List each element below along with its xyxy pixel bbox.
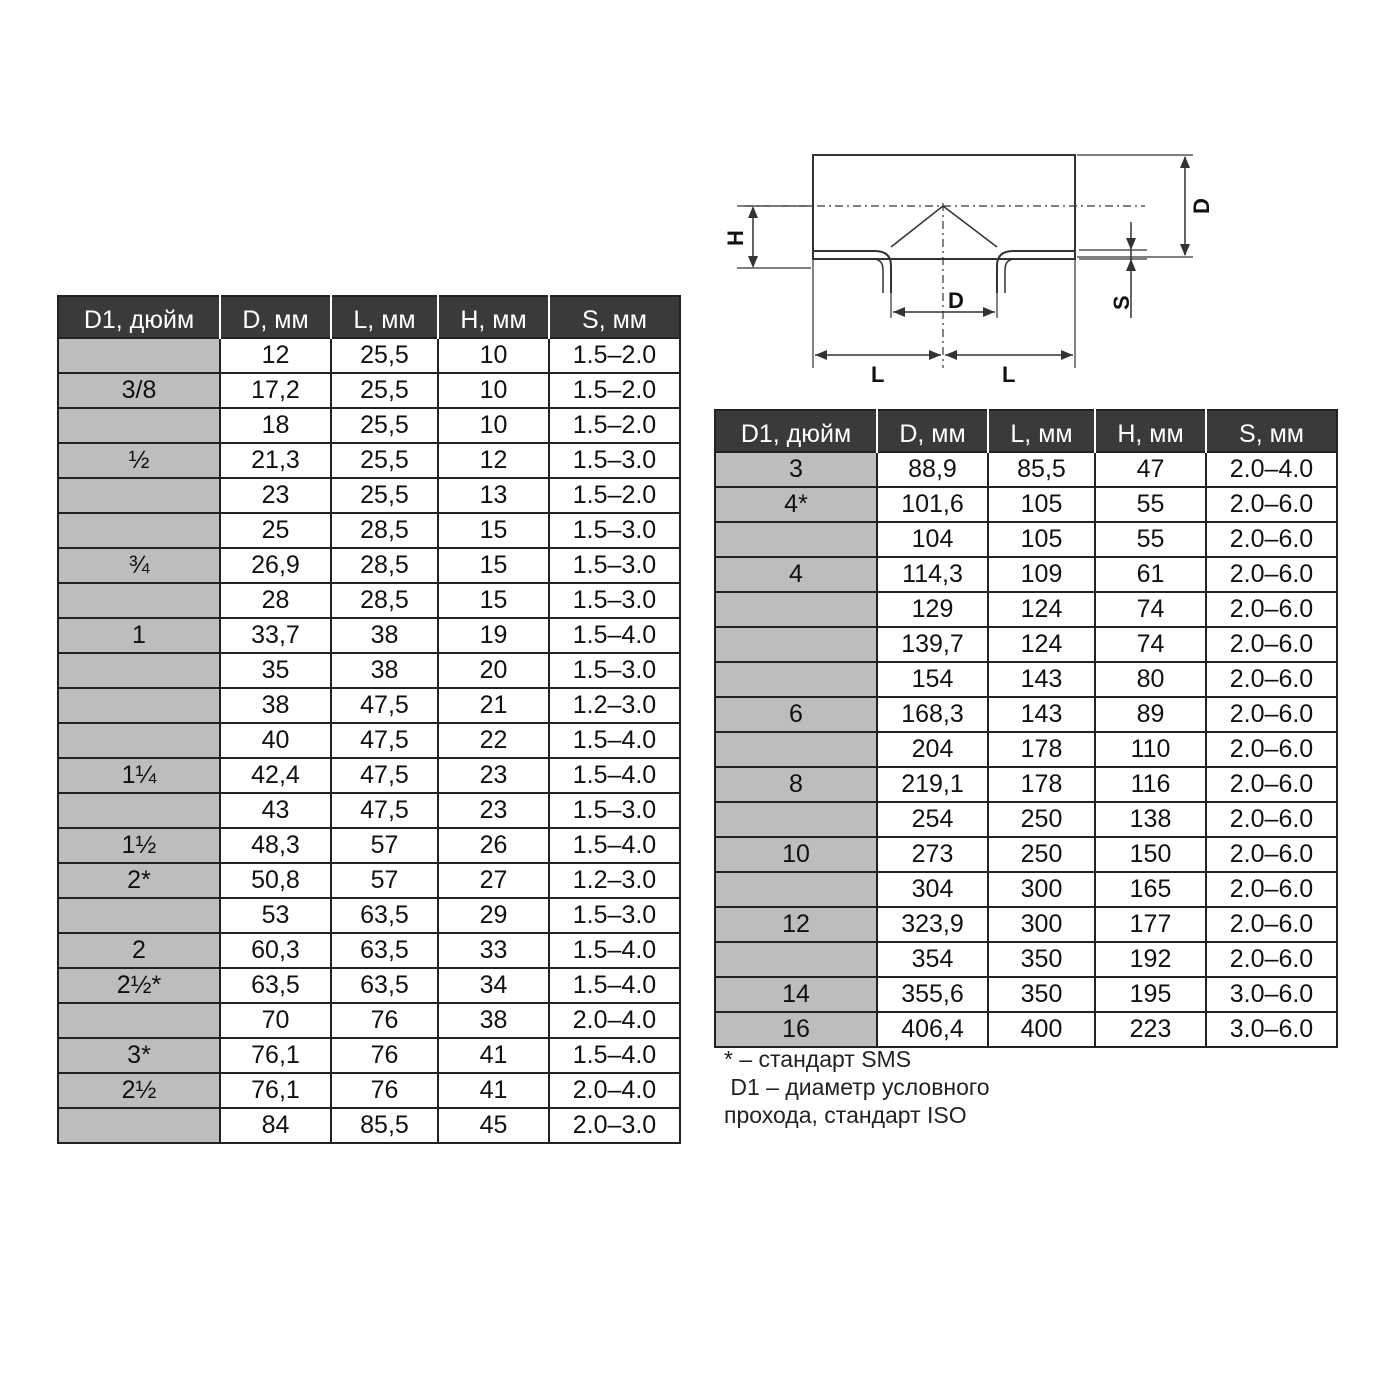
s-cell: 2.0–6.0 [1206, 662, 1337, 697]
d1-cell [715, 872, 877, 907]
table-row [58, 618, 680, 653]
d-cell: 21,3 [220, 443, 331, 478]
table-row [58, 478, 680, 513]
d1-cell: 4 [715, 557, 877, 592]
d1-cell [58, 793, 220, 828]
s-cell: 1.5–3.0 [549, 793, 680, 828]
d1-cell: 1 [58, 618, 220, 653]
table-row [715, 767, 1337, 802]
l-cell: 25,5 [331, 338, 438, 373]
d1-cell: 4* [715, 487, 877, 522]
s-cell: 2.0–6.0 [1206, 557, 1337, 592]
s-cell: 2.0–6.0 [1206, 872, 1337, 907]
d-cell: 88,9 [877, 452, 988, 487]
header-d: D, мм [877, 410, 988, 452]
h-cell: 10 [438, 338, 549, 373]
header-s: S, мм [1206, 410, 1337, 452]
h-cell: 38 [438, 1003, 549, 1038]
table-row [58, 828, 680, 863]
l-cell: 63,5 [331, 933, 438, 968]
h-cell: 21 [438, 688, 549, 723]
footnote-sms: * – стандарт SMS [724, 1046, 912, 1072]
d1-cell: 12 [715, 907, 877, 942]
tee-wall-inner [813, 259, 883, 293]
l-cell: 85,5 [331, 1108, 438, 1143]
d-cell: 139,7 [877, 627, 988, 662]
h-cell: 110 [1095, 732, 1206, 767]
header-d1: D1, дюйм [715, 410, 877, 452]
label-l-left: L [871, 362, 885, 387]
d-cell: 76,1 [220, 1073, 331, 1108]
tee-wall-right-inner [1005, 259, 1075, 293]
l-cell: 63,5 [331, 968, 438, 1003]
table-row [715, 732, 1337, 767]
l-cell: 76 [331, 1003, 438, 1038]
table-row [58, 863, 680, 898]
s-cell: 2.0–6.0 [1206, 942, 1337, 977]
l-cell: 300 [988, 872, 1095, 907]
d1-cell [58, 408, 220, 443]
d1-cell: ½ [58, 443, 220, 478]
l-cell: 105 [988, 487, 1095, 522]
d1-cell [715, 942, 877, 977]
l-cell: 76 [331, 1038, 438, 1073]
h-cell: 61 [1095, 557, 1206, 592]
d-cell: 42,4 [220, 758, 331, 793]
table-row [715, 697, 1337, 732]
l-cell: 143 [988, 662, 1095, 697]
h-cell: 27 [438, 863, 549, 898]
h-cell: 165 [1095, 872, 1206, 907]
h-cell: 89 [1095, 697, 1206, 732]
footnote-d1: D1 – диаметр условного [724, 1074, 990, 1100]
s-cell: 1.5–3.0 [549, 548, 680, 583]
d-cell: 26,9 [220, 548, 331, 583]
d1-cell: 1½ [58, 828, 220, 863]
d1-cell [58, 478, 220, 513]
label-s: S [1109, 295, 1134, 310]
d-cell: 84 [220, 1108, 331, 1143]
d-cell: 63,5 [220, 968, 331, 1003]
d1-cell: 1¼ [58, 758, 220, 793]
d-cell: 101,6 [877, 487, 988, 522]
d-cell: 48,3 [220, 828, 331, 863]
s-cell: 2.0–6.0 [1206, 592, 1337, 627]
l-cell: 143 [988, 697, 1095, 732]
table-row [58, 758, 680, 793]
l-cell: 250 [988, 802, 1095, 837]
l-cell: 300 [988, 907, 1095, 942]
s-cell: 1.5–4.0 [549, 828, 680, 863]
tee-wall-right [997, 251, 1075, 293]
d1-cell: 3* [58, 1038, 220, 1073]
d1-cell [58, 723, 220, 758]
table-row [715, 662, 1337, 697]
s-cell: 2.0–6.0 [1206, 767, 1337, 802]
d-cell: 273 [877, 837, 988, 872]
l-cell: 250 [988, 837, 1095, 872]
table-row [715, 1012, 1337, 1047]
table-header-row [715, 410, 1337, 452]
s-cell: 2.0–6.0 [1206, 802, 1337, 837]
d-cell: 355,6 [877, 977, 988, 1012]
tee-wall [813, 251, 891, 293]
header-l: L, мм [988, 410, 1095, 452]
d-cell: 154 [877, 662, 988, 697]
d-cell: 168,3 [877, 697, 988, 732]
h-cell: 22 [438, 723, 549, 758]
s-cell: 2.0–6.0 [1206, 627, 1337, 662]
d-cell: 323,9 [877, 907, 988, 942]
l-cell: 28,5 [331, 583, 438, 618]
table-body-right [715, 452, 1337, 1047]
d-cell: 406,4 [877, 1012, 988, 1047]
l-cell: 28,5 [331, 513, 438, 548]
table-row [58, 338, 680, 373]
l-cell: 105 [988, 522, 1095, 557]
table-row [58, 443, 680, 478]
table-row [715, 837, 1337, 872]
d-cell: 70 [220, 1003, 331, 1038]
header-l: L, мм [331, 296, 438, 338]
table-row [715, 627, 1337, 662]
h-cell: 138 [1095, 802, 1206, 837]
h-cell: 55 [1095, 522, 1206, 557]
dimensions-table-left [57, 295, 681, 1144]
d1-cell [58, 653, 220, 688]
l-cell: 25,5 [331, 443, 438, 478]
h-cell: 10 [438, 373, 549, 408]
table-row [58, 1003, 680, 1038]
table-row [58, 723, 680, 758]
s-cell: 1.5–2.0 [549, 408, 680, 443]
h-cell: 41 [438, 1073, 549, 1108]
l-cell: 25,5 [331, 373, 438, 408]
d1-cell: 10 [715, 837, 877, 872]
d1-cell: 14 [715, 977, 877, 1012]
s-cell: 2.0–6.0 [1206, 697, 1337, 732]
table-row [58, 793, 680, 828]
d1-cell [715, 802, 877, 837]
l-cell: 25,5 [331, 408, 438, 443]
s-cell: 1.5–4.0 [549, 1038, 680, 1073]
l-cell: 28,5 [331, 548, 438, 583]
l-cell: 38 [331, 653, 438, 688]
d1-cell: 2 [58, 933, 220, 968]
d1-cell [715, 732, 877, 767]
table-row [715, 487, 1337, 522]
l-cell: 63,5 [331, 898, 438, 933]
h-cell: 192 [1095, 942, 1206, 977]
d1-cell [58, 338, 220, 373]
d1-cell: ¾ [58, 548, 220, 583]
s-cell: 2.0–6.0 [1206, 907, 1337, 942]
h-cell: 23 [438, 793, 549, 828]
d1-cell: 3/8 [58, 373, 220, 408]
d1-cell: 16 [715, 1012, 877, 1047]
tee-diagram [715, 148, 1215, 393]
dimensions-table-right [714, 409, 1338, 1048]
table-row [715, 942, 1337, 977]
h-cell: 116 [1095, 767, 1206, 802]
table-body-left [58, 338, 680, 1143]
s-cell: 2.0–6.0 [1206, 487, 1337, 522]
table-row [58, 653, 680, 688]
table-row [715, 872, 1337, 907]
d-cell: 33,7 [220, 618, 331, 653]
d1-cell [58, 513, 220, 548]
h-cell: 195 [1095, 977, 1206, 1012]
d-cell: 76,1 [220, 1038, 331, 1073]
table-row [58, 968, 680, 1003]
l-cell: 124 [988, 592, 1095, 627]
l-cell: 57 [331, 828, 438, 863]
l-cell: 38 [331, 618, 438, 653]
h-cell: 47 [1095, 452, 1206, 487]
footnote-iso: прохода, стандарт ISO [724, 1102, 967, 1128]
header-h: H, мм [438, 296, 549, 338]
label-h: H [723, 230, 748, 246]
table-row [715, 802, 1337, 837]
d-cell: 23 [220, 478, 331, 513]
d-cell: 354 [877, 942, 988, 977]
s-cell: 1.5–2.0 [549, 478, 680, 513]
table-row [58, 933, 680, 968]
h-cell: 13 [438, 478, 549, 513]
table-row [58, 548, 680, 583]
h-cell: 12 [438, 443, 549, 478]
d1-cell: 6 [715, 697, 877, 732]
s-cell: 2.0–3.0 [549, 1108, 680, 1143]
d1-cell [715, 592, 877, 627]
h-cell: 23 [438, 758, 549, 793]
d-cell: 50,8 [220, 863, 331, 898]
d1-cell [715, 627, 877, 662]
h-cell: 15 [438, 548, 549, 583]
s-cell: 2.0–6.0 [1206, 837, 1337, 872]
d-cell: 25 [220, 513, 331, 548]
d-cell: 35 [220, 653, 331, 688]
l-cell: 109 [988, 557, 1095, 592]
d1-cell [715, 522, 877, 557]
d1-cell [58, 1003, 220, 1038]
table-row [715, 907, 1337, 942]
l-cell: 76 [331, 1073, 438, 1108]
s-cell: 2.0–6.0 [1206, 522, 1337, 557]
h-cell: 80 [1095, 662, 1206, 697]
h-cell: 29 [438, 898, 549, 933]
d-cell: 12 [220, 338, 331, 373]
table-header-row [58, 296, 680, 338]
s-cell: 1.5–4.0 [549, 723, 680, 758]
d-cell: 43 [220, 793, 331, 828]
h-cell: 15 [438, 583, 549, 618]
table-row [715, 522, 1337, 557]
h-cell: 74 [1095, 627, 1206, 662]
label-d-outer: D [1189, 198, 1214, 214]
d-cell: 254 [877, 802, 988, 837]
h-cell: 150 [1095, 837, 1206, 872]
d1-cell [58, 898, 220, 933]
l-cell: 350 [988, 977, 1095, 1012]
l-cell: 400 [988, 1012, 1095, 1047]
table-row [58, 1038, 680, 1073]
s-cell: 1.5–3.0 [549, 513, 680, 548]
d-cell: 60,3 [220, 933, 331, 968]
d-cell: 219,1 [877, 767, 988, 802]
d1-cell [58, 1108, 220, 1143]
s-cell: 2.0–4.0 [1206, 452, 1337, 487]
d1-cell [58, 688, 220, 723]
l-cell: 25,5 [331, 478, 438, 513]
h-cell: 177 [1095, 907, 1206, 942]
s-cell: 2.0–4.0 [549, 1003, 680, 1038]
d1-cell: 2½ [58, 1073, 220, 1108]
s-cell: 1.2–3.0 [549, 863, 680, 898]
s-cell: 2.0–6.0 [1206, 732, 1337, 767]
h-cell: 26 [438, 828, 549, 863]
d1-cell: 2½* [58, 968, 220, 1003]
d-cell: 40 [220, 723, 331, 758]
d1-cell: 8 [715, 767, 877, 802]
l-cell: 57 [331, 863, 438, 898]
table-row [58, 1073, 680, 1108]
header-d: D, мм [220, 296, 331, 338]
s-cell: 1.5–2.0 [549, 338, 680, 373]
d1-cell: 2* [58, 863, 220, 898]
l-cell: 124 [988, 627, 1095, 662]
l-cell: 178 [988, 767, 1095, 802]
d-cell: 104 [877, 522, 988, 557]
header-h: H, мм [1095, 410, 1206, 452]
d-cell: 304 [877, 872, 988, 907]
table-row [58, 373, 680, 408]
s-cell: 1.5–3.0 [549, 898, 680, 933]
h-cell: 223 [1095, 1012, 1206, 1047]
l-cell: 47,5 [331, 688, 438, 723]
d-cell: 18 [220, 408, 331, 443]
d-cell: 17,2 [220, 373, 331, 408]
l-cell: 350 [988, 942, 1095, 977]
table-row [58, 898, 680, 933]
s-cell: 1.5–4.0 [549, 968, 680, 1003]
l-cell: 178 [988, 732, 1095, 767]
table-row [58, 513, 680, 548]
h-cell: 19 [438, 618, 549, 653]
d-cell: 129 [877, 592, 988, 627]
l-cell: 47,5 [331, 723, 438, 758]
h-cell: 33 [438, 933, 549, 968]
d1-cell [58, 583, 220, 618]
s-cell: 3.0–6.0 [1206, 977, 1337, 1012]
d-cell: 204 [877, 732, 988, 767]
header-s: S, мм [549, 296, 680, 338]
h-cell: 15 [438, 513, 549, 548]
s-cell: 1.5–3.0 [549, 653, 680, 688]
h-cell: 41 [438, 1038, 549, 1073]
s-cell: 1.2–3.0 [549, 688, 680, 723]
s-cell: 1.5–4.0 [549, 758, 680, 793]
d-cell: 38 [220, 688, 331, 723]
table-row [58, 1108, 680, 1143]
s-cell: 1.5–2.0 [549, 373, 680, 408]
s-cell: 1.5–3.0 [549, 443, 680, 478]
d-cell: 28 [220, 583, 331, 618]
h-cell: 55 [1095, 487, 1206, 522]
h-cell: 45 [438, 1108, 549, 1143]
l-cell: 47,5 [331, 793, 438, 828]
h-cell: 20 [438, 653, 549, 688]
h-cell: 34 [438, 968, 549, 1003]
label-l-right: L [1002, 362, 1016, 387]
d-cell: 114,3 [877, 557, 988, 592]
table-row [58, 408, 680, 443]
table-row [58, 583, 680, 618]
table-row [715, 977, 1337, 1012]
s-cell: 1.5–3.0 [549, 583, 680, 618]
table-row [715, 557, 1337, 592]
d-cell: 53 [220, 898, 331, 933]
table-row [715, 452, 1337, 487]
d1-cell [715, 662, 877, 697]
s-cell: 3.0–6.0 [1206, 1012, 1337, 1047]
table-row [58, 688, 680, 723]
s-cell: 2.0–4.0 [549, 1073, 680, 1108]
header-d1: D1, дюйм [58, 296, 220, 338]
footnotes [724, 1045, 990, 1129]
s-cell: 1.5–4.0 [549, 618, 680, 653]
h-cell: 74 [1095, 592, 1206, 627]
l-cell: 47,5 [331, 758, 438, 793]
s-cell: 1.5–4.0 [549, 933, 680, 968]
l-cell: 85,5 [988, 452, 1095, 487]
d1-cell: 3 [715, 452, 877, 487]
label-d-inner: D [948, 288, 964, 313]
table-row [715, 592, 1337, 627]
h-cell: 10 [438, 408, 549, 443]
